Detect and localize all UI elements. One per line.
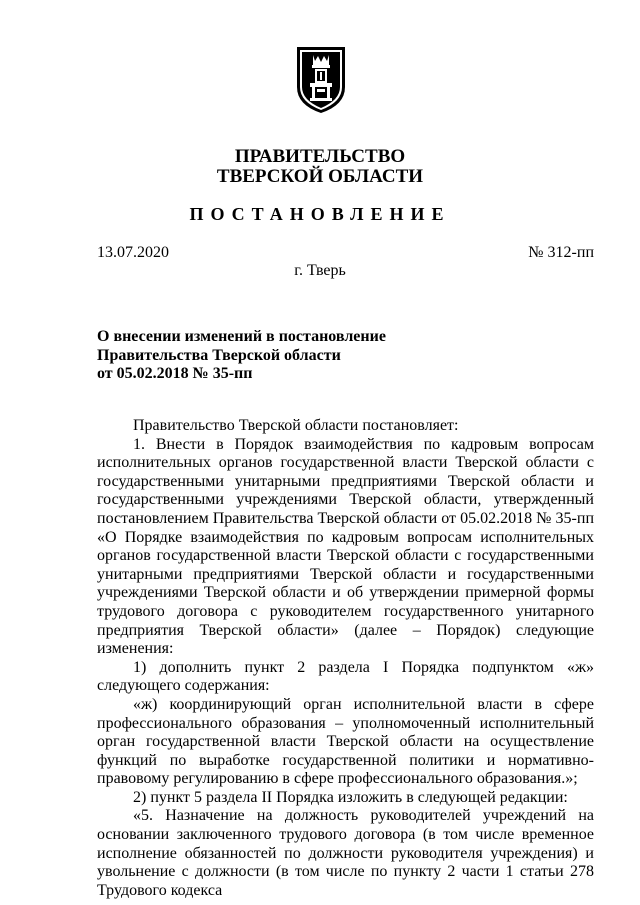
document-subject: [97, 328, 417, 384]
document-type: ПОСТАНОВЛЕНИЕ: [189, 204, 451, 224]
body-paragraph-2: 1) дополнить пункт 2 раздела I Порядка подпунктом «ж» следующего содержания:: [97, 658, 594, 695]
subject-line: Правительства Тверской области: [97, 346, 341, 364]
subject-line: О внесении изменений в постановление: [97, 328, 386, 345]
government-title-line2: ТВЕРСКОЙ ОБЛАСТИ: [216, 166, 424, 187]
government-title-line1: ПРАВИТЕЛЬСТВО: [234, 146, 406, 167]
tver-coat-of-arms-icon: [293, 43, 349, 115]
document-number: № 312-пп: [528, 244, 594, 261]
body-paragraph-intro: Правительство Тверской области постановляет:: [133, 417, 459, 434]
document-body: [97, 417, 594, 900]
document-date: 13.07.2020: [97, 244, 169, 261]
body-paragraph-1: 1. Внести в Порядок взаимодействия по кадровым вопросам исполнительных органов государственной власти Тверской области с государственными унитарными предприятиями Тверской области и государственными учреждениями Тверской области, утвержденный постановлением Правительства Тверской области от 05.02.2018 № 35-пп «О Порядке взаимодействия по кадровым вопросам исполнительных органов государственной власти Тверской области с государственными унитарными предприятиями Тверской области и государственными учреждениями Тверской области и об утверждении примерной формы трудового договора с руководителем государственного унитарного предприятия Тверской области» (далее – Порядок) следующие изменения:: [97, 435, 594, 658]
body-paragraph-4: 2) пункт 5 раздела II Порядка изложить в следующей редакции:: [133, 788, 568, 806]
body-paragraph-3: «ж) координирующий орган исполнительной власти в сфере профессионального образования – уполномоченный исполнительный орган государственной власти Тверской области на осуществление функций по выработке государственной политики и нормативно-правовому регулированию в сфере профессионального образования.»;: [97, 695, 594, 788]
body-paragraph-5: «5. Назначение на должность руководителей учреждений на основании заключенного трудового договора (в том числе временное исполнение обязанностей по должности руководителя учреждения) и увольнение с должности (в том числе по пункту 2 части 1 статьи 278 Трудового кодекса: [97, 807, 594, 899]
document-city: г. Тверь: [294, 262, 346, 279]
subject-line: от 05.02.2018 № 35-пп: [97, 365, 253, 382]
